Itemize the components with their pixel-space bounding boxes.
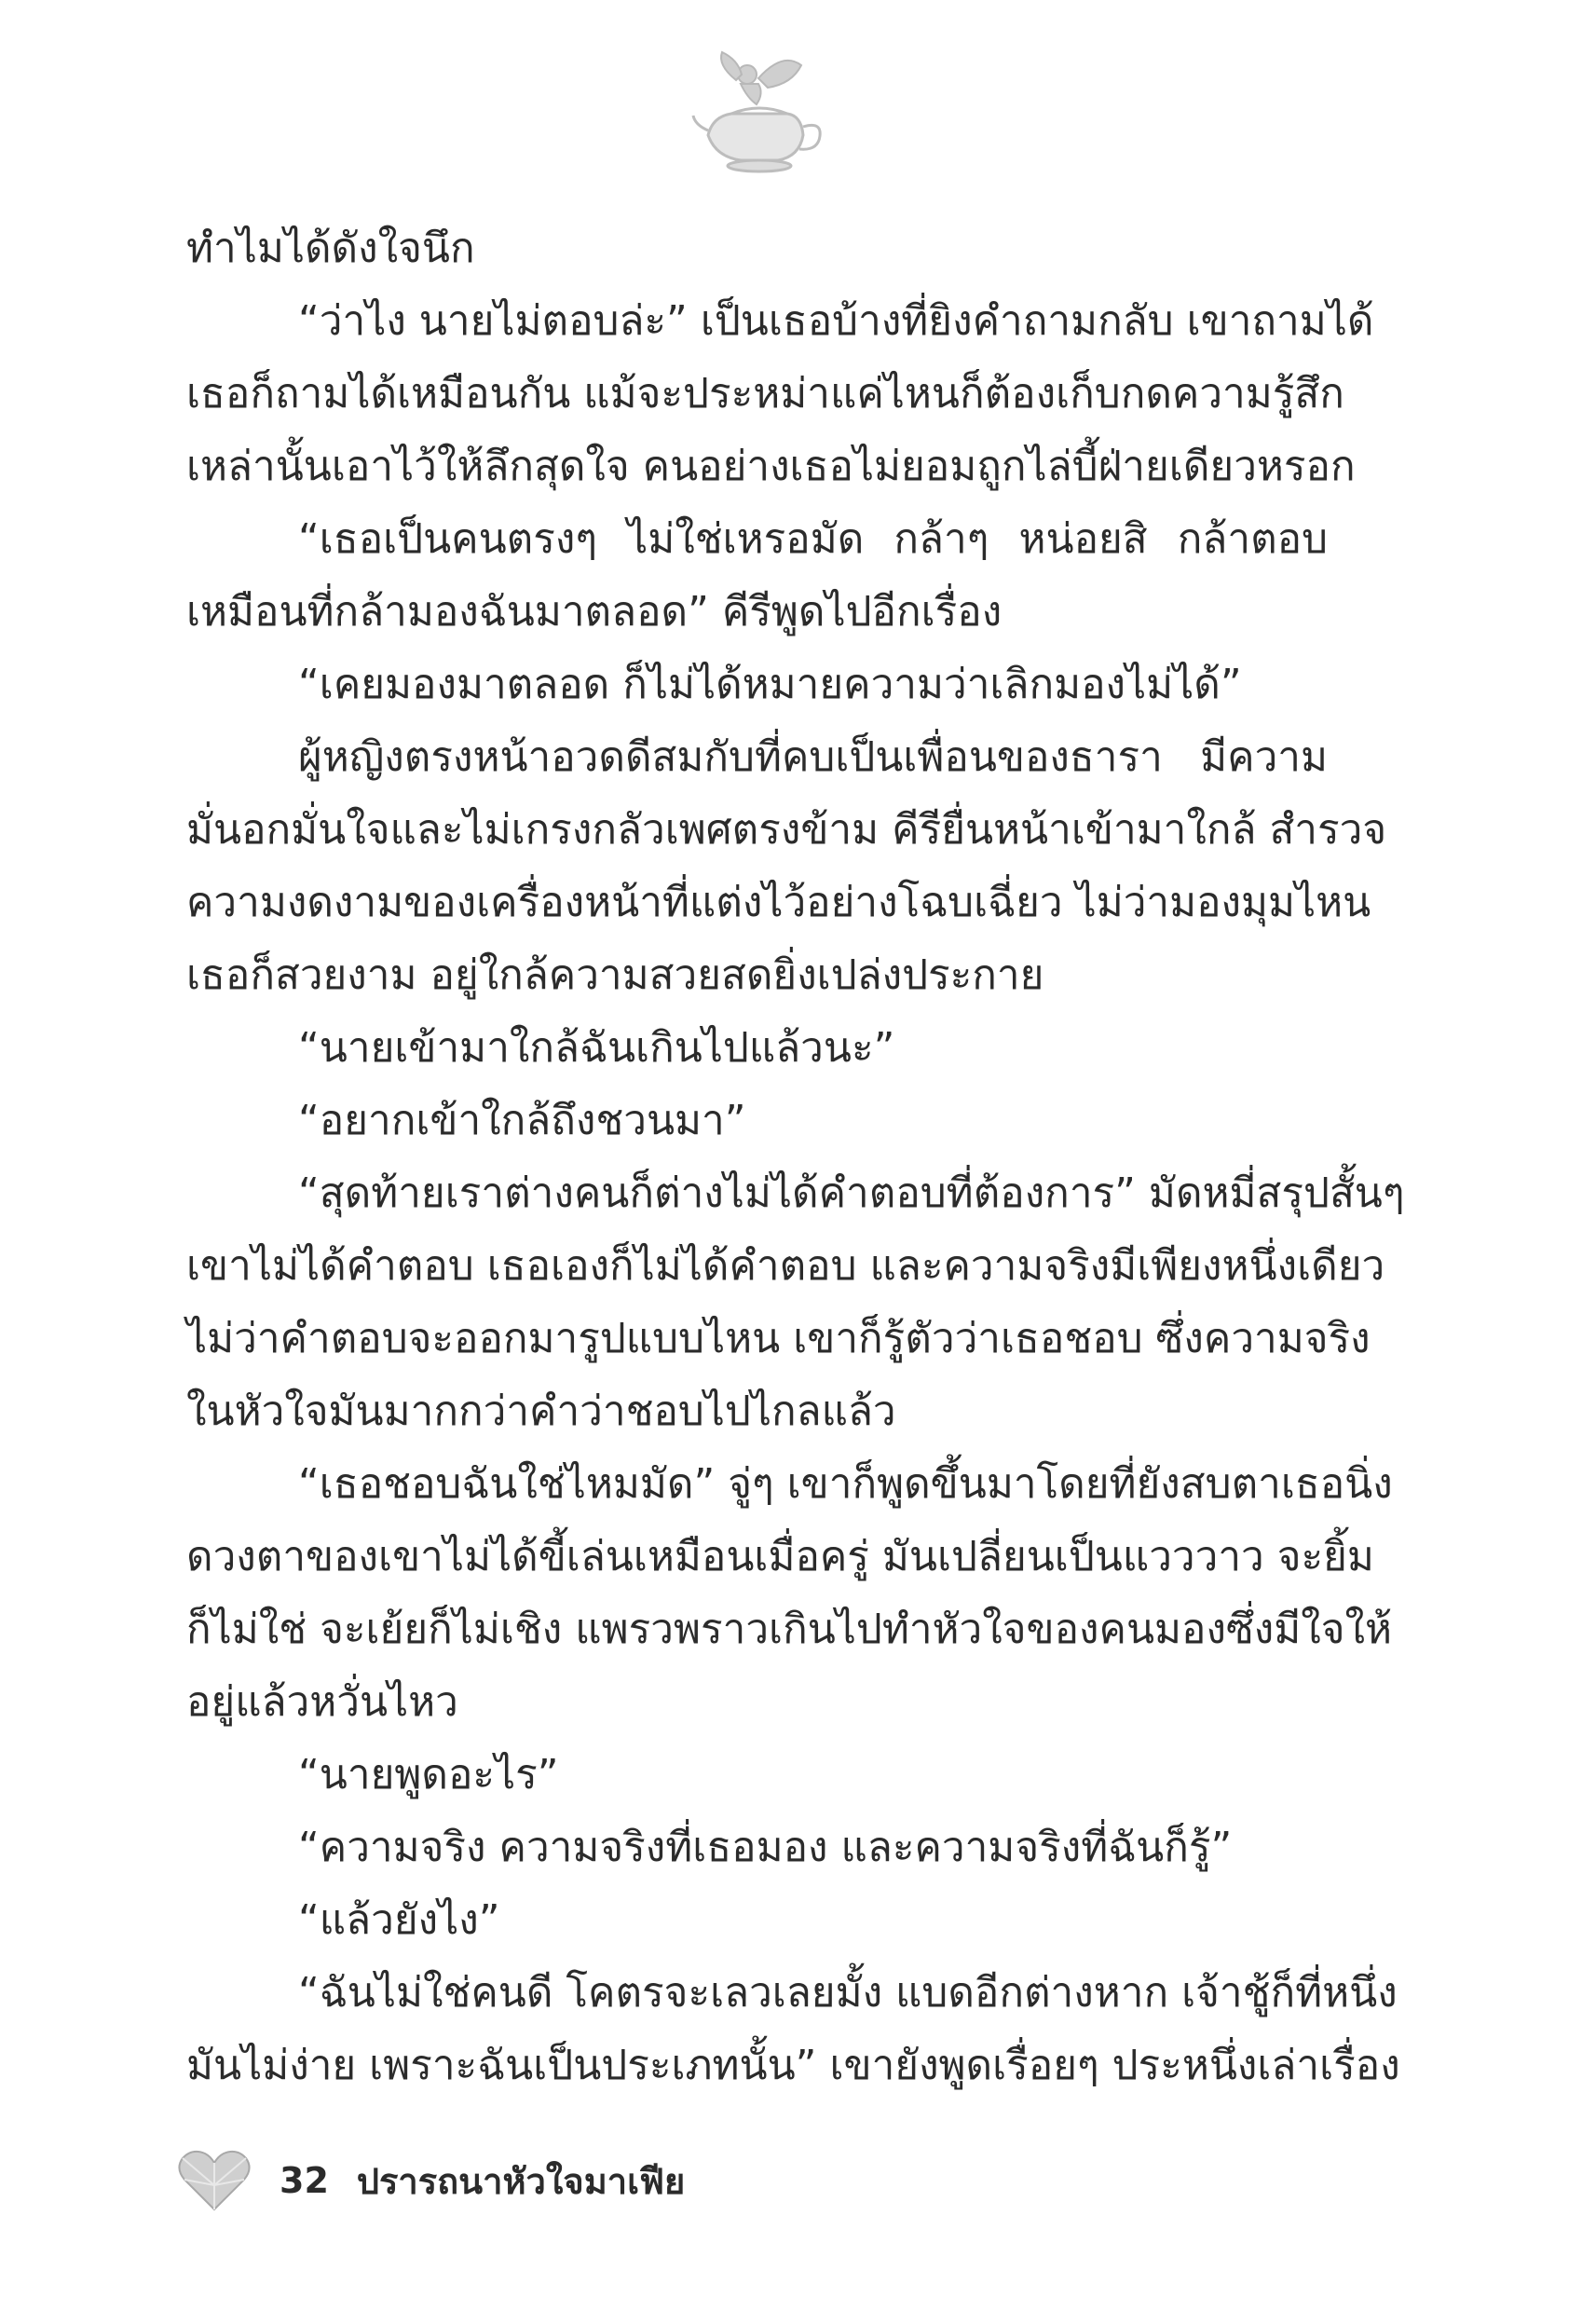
text-line: เธอก็ถามได้เหมือนกัน แม้จะประหม่าแค่ไหนก็ต้องเก็บกดความรู้สึก xyxy=(186,370,1344,417)
page-number: 32 xyxy=(280,2160,329,2201)
teapot-cupid-ornament-icon xyxy=(689,47,829,177)
text-line: มั่นอกมั่นใจและไม่เกรงกลัวเพศตรงข้าม คีรียื่นหน้าเข้ามาใกล้ สำรวจ xyxy=(186,806,1387,854)
book-title: ปรารถนาหัวใจมาเฟีย xyxy=(356,2160,686,2202)
text-line: “เคยมองมาตลอด ก็ไม่ได้หมายความว่าเลิกมองไม่ได้” xyxy=(298,661,1242,708)
text-line: เขาไม่ได้คำตอบ เธอเองก็ไม่ได้คำตอบ และความจริงมีเพียงหนึ่งเดียว xyxy=(186,1242,1385,1290)
text-line: เหมือนที่กล้ามองฉันมาตลอด” คีรีพูดไปอีกเรื่อง xyxy=(186,588,1003,636)
text-line: ไม่ว่าคำตอบจะออกมารูปแบบไหน เขาก็รู้ตัวว่าเธอชอบ ซึ่งความจริง xyxy=(186,1315,1371,1362)
text-line: “นายเข้ามาใกล้ฉันเกินไปแล้วนะ” xyxy=(298,1024,895,1072)
text-line: “เธอเป็นคนตรงๆ ไม่ใช่เหรอมัด กล้าๆ หน่อยสิ กล้าตอบ xyxy=(298,515,1328,563)
text-line: “เธอชอบฉันใช่ไหมมัด” จู่ๆ เขาก็พูดขึ้นมาโดยที่ยังสบตาเธอนิ่ง xyxy=(298,1460,1393,1508)
text-line: ผู้หญิงตรงหน้าอวดดีสมกับที่คบเป็นเพื่อนของธารา มีความ xyxy=(298,733,1328,781)
text-line: มันไม่ง่าย เพราะฉันเป็นประเภทนั้น” เขายังพูดเรื่อยๆ ประหนึ่งเล่าเรื่อง xyxy=(186,2042,1400,2089)
text-line: “ความจริง ความจริงที่เธอมอง และความจริงที่ฉันก็รู้” xyxy=(298,1824,1233,1871)
text-line: ความงดงามของเครื่องหน้าที่แต่งไว้อย่างโฉบเฉี่ยว ไม่ว่ามองมุมไหน xyxy=(186,879,1371,926)
text-line: ในหัวใจมันมากกว่าคำว่าชอบไปไกลแล้ว xyxy=(186,1388,896,1435)
page-footer xyxy=(177,2139,685,2222)
text-line: “นายพูดอะไร” xyxy=(298,1751,559,1798)
text-line: “แล้วยังไง” xyxy=(298,1896,500,1944)
text-line: เหล่านั้นเอาไว้ให้ลึกสุดใจ คนอย่างเธอไม่ยอมถูกไล่บี้ฝ่ายเดียวหรอก xyxy=(186,443,1356,490)
text-line: ก็ไม่ใช่ จะเย้ยก็ไม่เชิง แพรวพราวเกินไปทำหัวใจของคนมองซึ่งมีใจให้ xyxy=(186,1606,1393,1653)
text-line: ดวงตาของเขาไม่ได้ขี้เล่นเหมือนเมื่อครู่ มันเปลี่ยนเป็นแวววาว จะยิ้ม xyxy=(186,1533,1374,1580)
text-line: “สุดท้ายเราต่างคนก็ต่างไม่ได้คำตอบที่ต้องการ” มัดหมี่สรุปสั้นๆ xyxy=(298,1169,1405,1217)
text-line: “ฉันไม่ใช่คนดี โคตรจะเลวเลยมั้ง แบดอีกต่างหาก เจ้าชู้ก็ที่หนึ่ง xyxy=(298,1969,1398,2017)
chapter-text xyxy=(186,212,1405,2102)
text-line: “ว่าไง นายไม่ตอบล่ะ” เป็นเธอบ้างที่ยิงคำถามกลับ เขาถามได้ xyxy=(298,297,1374,345)
text-line: ทำไมได้ดังใจนึก xyxy=(186,225,475,272)
heart-icon xyxy=(177,2148,252,2213)
text-line: อยู่แล้วหวั่นไหว xyxy=(186,1678,458,1726)
text-line: เธอก็สวยงาม อยู่ใกล้ความสวยสดยิ่งเปล่งประกาย xyxy=(186,951,1044,999)
text-line: “อยากเข้าใกล้ถึงชวนมา” xyxy=(298,1097,746,1144)
